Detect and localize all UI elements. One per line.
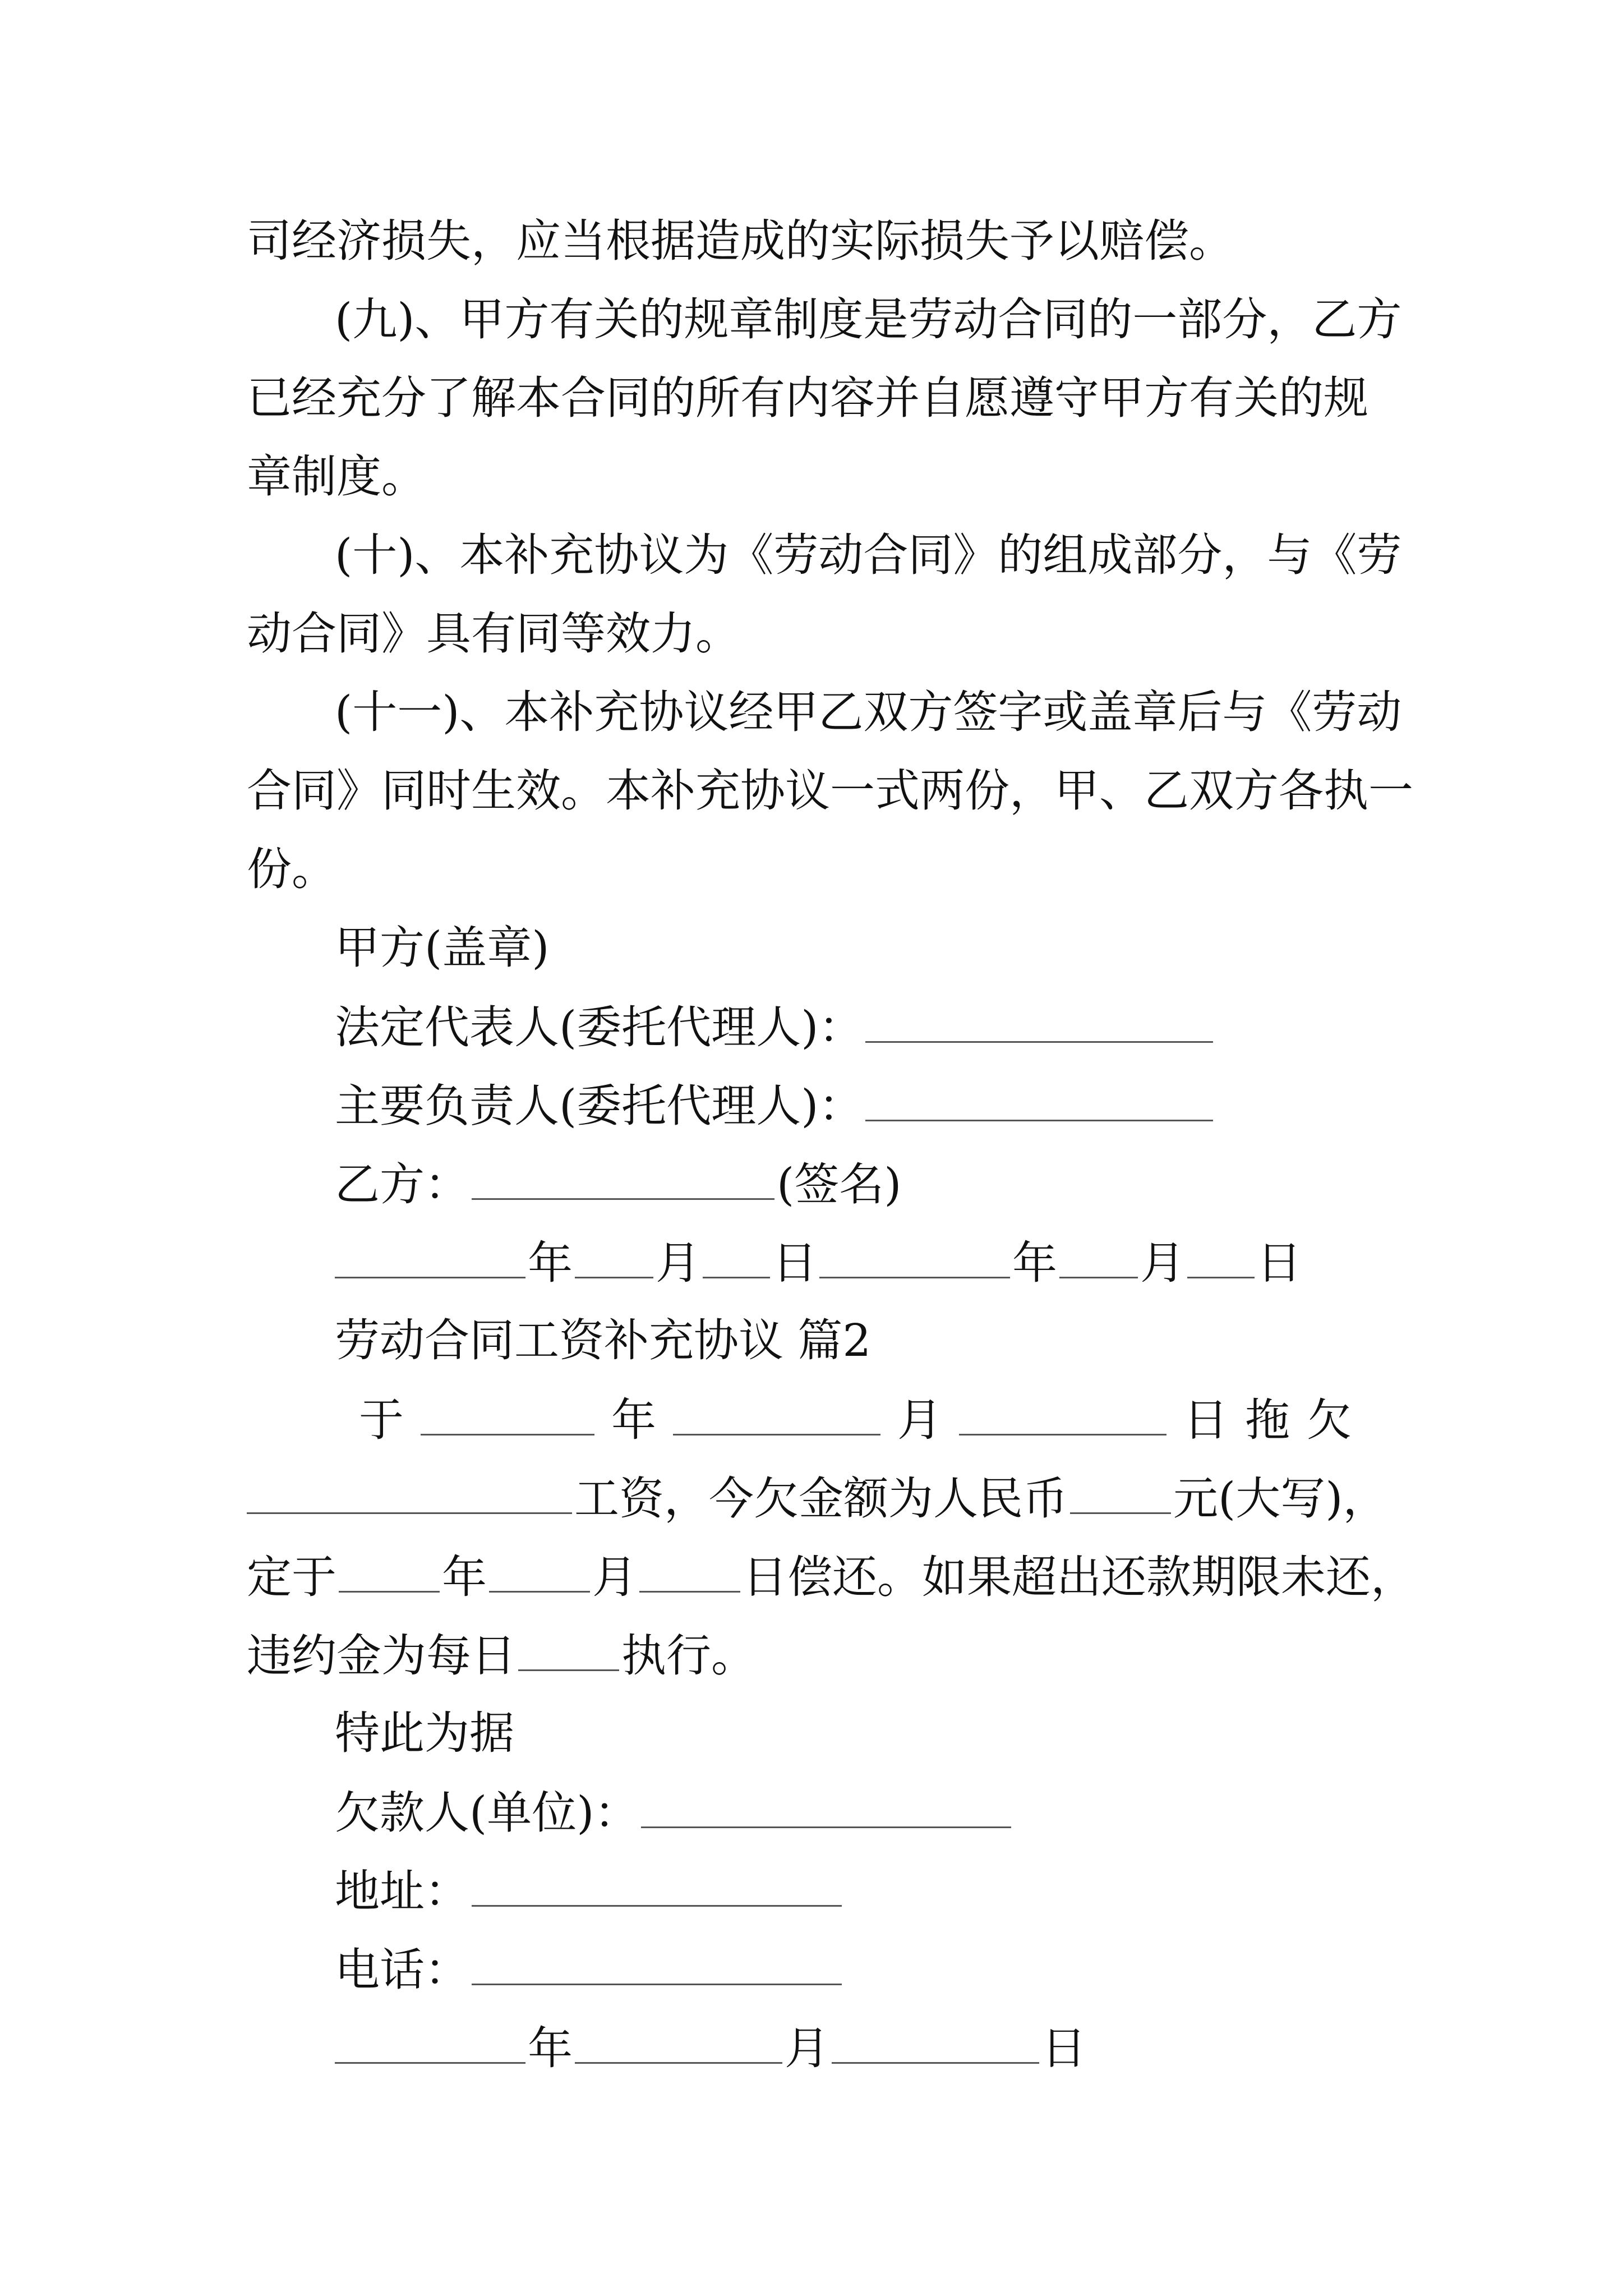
debt-line-4 — [247, 1627, 756, 1683]
address-row — [335, 1862, 844, 1918]
month-blank-c[interactable] — [575, 2019, 782, 2064]
due-year-blank[interactable] — [339, 1548, 440, 1593]
party-a-label: 甲方(盖章) — [335, 922, 550, 974]
note-label: 特此为据 — [335, 1707, 514, 1759]
due-label: 定于 — [247, 1551, 336, 1603]
month-blank-b[interactable] — [1059, 1234, 1138, 1278]
signed-label: (签名) — [777, 1158, 902, 1211]
due-month-blank[interactable] — [489, 1548, 590, 1593]
legal-rep-blank[interactable] — [865, 999, 1213, 1043]
year-blank-c[interactable] — [335, 2019, 525, 2064]
address-blank[interactable] — [472, 1862, 842, 1907]
debt-month-label: 月 — [897, 1394, 942, 1446]
month-label-b: 月 — [1140, 1237, 1185, 1289]
amount-unit-label: 元(大写)， — [1173, 1473, 1388, 1525]
due-day-blank[interactable] — [639, 1548, 740, 1593]
penalty-blank[interactable] — [518, 1627, 619, 1671]
month-label-a: 月 — [656, 1237, 700, 1289]
debt-line-2 — [247, 1470, 1387, 1526]
paragraph-10-line-2: 动合同》具有同等效力。 — [247, 608, 740, 660]
debt-line-1 — [359, 1391, 1368, 1447]
party-b-blank[interactable] — [472, 1156, 774, 1200]
day-label-c: 日 — [1041, 2022, 1086, 2074]
debtor-blank[interactable] — [641, 1784, 1011, 1828]
day-label-b: 日 — [1257, 1237, 1302, 1289]
day-blank-a[interactable] — [703, 1234, 770, 1278]
owe-label: 日拖欠 — [1183, 1394, 1368, 1446]
principal-blank[interactable] — [865, 1077, 1213, 1121]
debt-day-blank[interactable] — [959, 1391, 1166, 1435]
month-label-c: 月 — [785, 2022, 829, 2074]
principal-row — [335, 1077, 1215, 1133]
paragraph-9-line-1: (九)、甲方有关的规章制度是劳动合同的一部分，乙方 — [335, 293, 1402, 346]
paragraph-11-line-1: (十一)、本补充协议经甲乙双方签字或盖章后与《劳动 — [335, 686, 1402, 738]
debt-month-blank[interactable] — [673, 1391, 880, 1435]
legal-rep-label: 法定代表人(委托代理人)： — [335, 1001, 864, 1053]
day-label-a: 日 — [772, 1237, 817, 1289]
party-b-label: 乙方： — [335, 1158, 469, 1211]
due-month-label: 月 — [592, 1551, 637, 1603]
amount-label: 工资，今欠金额为人民币 — [574, 1473, 1068, 1525]
amount-blank[interactable] — [1070, 1470, 1171, 1514]
address-label: 地址： — [335, 1865, 469, 1917]
penalty-label: 违约金为每日 — [247, 1630, 516, 1682]
section-2-title: 劳动合同工资补充协议 篇2 — [335, 1314, 872, 1366]
yu-label: 于 — [359, 1394, 404, 1446]
paragraph-9-line-3: 章制度。 — [247, 450, 426, 503]
phone-label: 电话： — [335, 1944, 469, 1996]
year-blank-b[interactable] — [819, 1234, 1010, 1278]
year-label-b: 年 — [1012, 1237, 1057, 1289]
debtor-label: 欠款人(单位)： — [335, 1787, 639, 1839]
debt-year-blank[interactable] — [421, 1391, 594, 1435]
repay-label: 日偿还。如果超出还款期限未还， — [743, 1551, 1415, 1603]
paragraph-11-line-2: 合同》同时生效。本补充协议一式两份，甲、乙双方各执一 — [247, 765, 1413, 817]
debtor-row — [335, 1784, 1013, 1840]
year-label-c: 年 — [528, 2022, 573, 2074]
paragraph-11-line-3: 份。 — [247, 843, 336, 895]
debt-year-label: 年 — [611, 1394, 656, 1446]
execute-label: 执行。 — [621, 1630, 756, 1682]
due-year-label: 年 — [442, 1551, 487, 1603]
date-row-1 — [335, 1234, 1302, 1290]
principal-label: 主要负责人(委托代理人)： — [335, 1080, 864, 1132]
paragraph-8-end: 司经济损失，应当根据造成的实际损失予以赔偿。 — [247, 215, 1234, 267]
phone-row — [335, 1941, 844, 1997]
year-label-a: 年 — [528, 1237, 573, 1289]
date-row-2 — [335, 2019, 1086, 2076]
month-blank-a[interactable] — [575, 1234, 653, 1278]
wage-blank[interactable] — [247, 1470, 572, 1514]
legal-rep-row — [335, 999, 1215, 1055]
party-b-row — [335, 1156, 901, 1212]
paragraph-9-line-2: 已经充分了解本合同的所有内容并自愿遵守甲方有关的规 — [247, 372, 1368, 424]
paragraph-10-line-1: (十)、本补充协议为《劳动合同》的组成部分，与《劳 — [335, 529, 1402, 581]
debt-line-3 — [247, 1548, 1415, 1604]
year-blank-a[interactable] — [335, 1234, 525, 1278]
day-blank-c[interactable] — [832, 2019, 1039, 2064]
phone-blank[interactable] — [472, 1941, 842, 1985]
day-blank-b[interactable] — [1187, 1234, 1255, 1278]
